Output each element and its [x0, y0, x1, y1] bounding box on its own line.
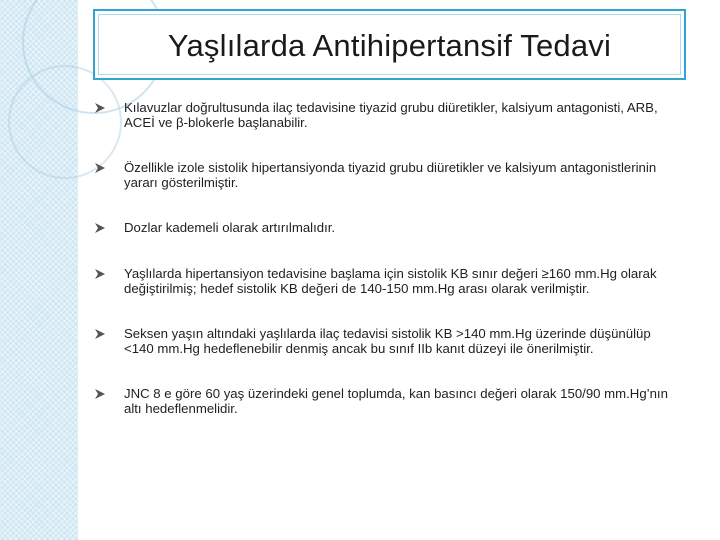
- arrowhead-bullet-icon: [94, 162, 106, 174]
- arrowhead-bullet-icon: [94, 268, 106, 280]
- bullet-item: [94, 266, 684, 296]
- bullet-item: [94, 220, 684, 235]
- arrowhead-bullet-icon: [94, 388, 106, 400]
- bullet-item: [94, 100, 684, 130]
- bullet-list: [94, 100, 684, 416]
- bullet-text: Dozlar kademeli olarak artırılmalıdır.: [124, 220, 336, 235]
- bullet-item: [94, 386, 684, 416]
- bullet-text: Seksen yaşın altındaki yaşlılarda ilaç tedavisi sistolik KB >140 mm.Hg üzerinde düşünülüp <140 mm.Hg hedeflenebilir denmiş ancak bu sınıf IIb kanıt düzeyi ile önerilmiştir.: [124, 326, 651, 356]
- slide-title: Yaşlılarda Antihipertansif Tedavi: [167, 27, 612, 63]
- title-frame: [93, 9, 686, 80]
- arrowhead-bullet-icon: [94, 328, 106, 340]
- bullet-item: [94, 160, 684, 190]
- arrowhead-bullet-icon: [94, 102, 106, 114]
- arrowhead-bullet-icon: [94, 222, 106, 234]
- decorative-left-band: [0, 0, 78, 540]
- bullet-text: Özellikle izole sistolik hipertansiyonda tiyazid grubu diüretikler ve kalsiyum antagonistlerinin yararı gösterilmiştir.: [124, 160, 657, 190]
- bullet-text: JNC 8 e göre 60 yaş üzerindeki genel toplumda, kan basıncı değeri olarak 150/90 mm.Hg’nın altı hedeflenmelidir.: [124, 386, 668, 416]
- bullet-item: [94, 326, 684, 356]
- bullet-text: Kılavuzlar doğrultusunda ilaç tedavisine tiyazid grubu diüretikler, kalsiyum antagonisti, ARB, ACEİ ve β-blokerle başlanabilir.: [124, 100, 658, 130]
- bullet-text: Yaşlılarda hipertansiyon tedavisine başlama için sistolik KB sınır değeri ≥160 mm.Hg olarak değiştirilmiş; hedef sistolik KB değeri de 140-150 mm.Hg arası olarak verilmiştir.: [124, 266, 657, 296]
